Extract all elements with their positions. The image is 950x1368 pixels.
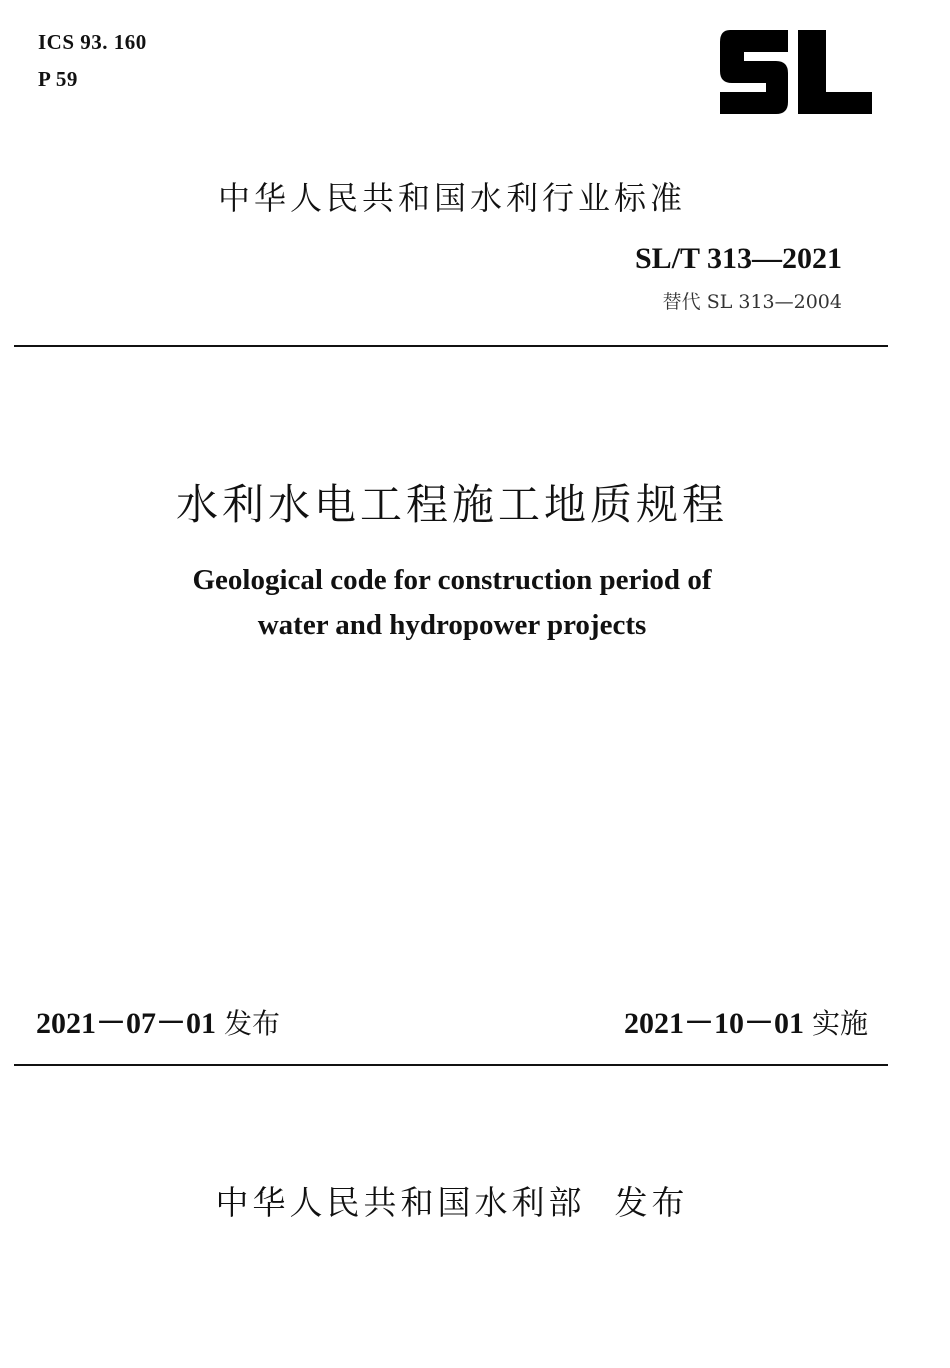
title-english-line1: Geological code for construction period of — [192, 564, 712, 596]
issue-date-block — [36, 1004, 280, 1044]
sl-logo — [716, 30, 876, 114]
implementation-date-block — [624, 1004, 868, 1044]
industry-standard-heading: 中华人民共和国水利行业标准 — [217, 179, 686, 217]
ccs-code: P 59 — [38, 67, 78, 91]
standard-number: SL/T 313—2021 — [635, 242, 842, 275]
publisher: 中华人民共和国水利部 发布 — [215, 1183, 689, 1222]
replaces-standard: 替代 SL 313—2004 — [662, 291, 842, 313]
implementation-label: 实施 — [811, 1007, 868, 1040]
title-english-line2: water and hydropower projects — [257, 609, 647, 641]
issue-date: 2021－07－01 — [36, 1007, 216, 1040]
title-chinese: 水利水电工程施工地质规程 — [175, 480, 728, 529]
bottom-divider — [14, 1064, 888, 1066]
issue-label: 发布 — [224, 1007, 281, 1040]
implementation-date: 2021－10－01 — [623, 1007, 804, 1040]
ics-code: ICS 93. 160 — [38, 30, 147, 54]
top-divider — [14, 345, 888, 347]
